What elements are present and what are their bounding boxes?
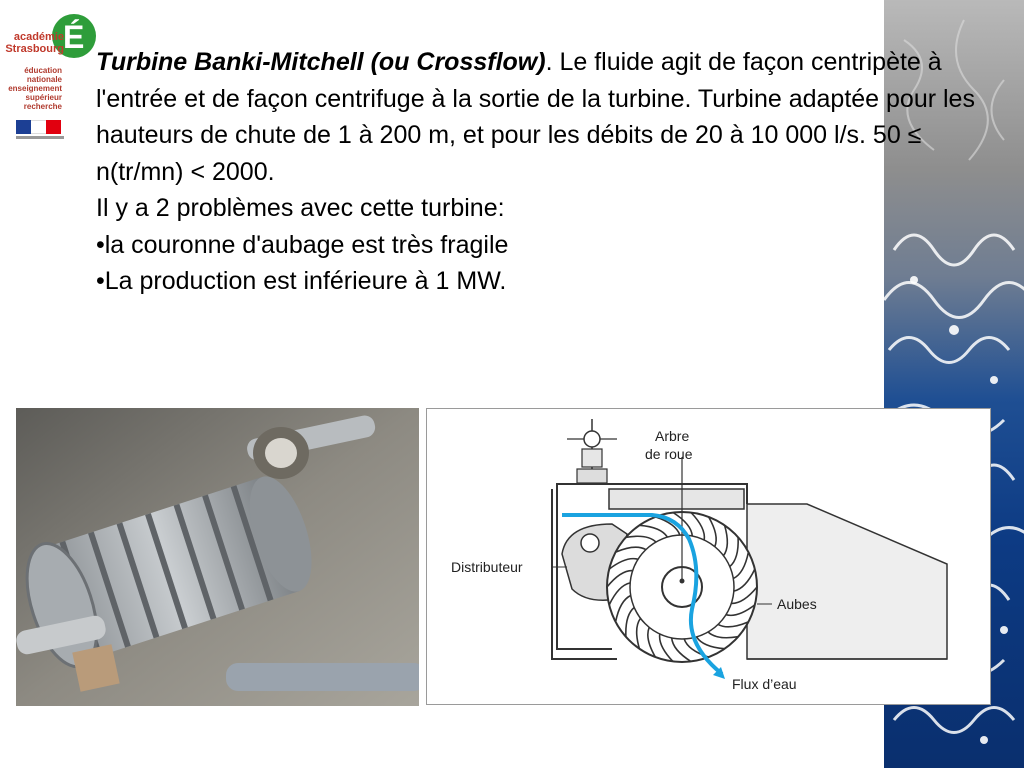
intro-paragraph (96, 44, 996, 190)
logo-letter: É (63, 19, 85, 55)
logo-tagline-5: recherche (23, 102, 62, 111)
logo-tagline-2: nationale (26, 75, 62, 84)
crossflow-diagram (426, 408, 991, 705)
logo-tagline-1: éducation (24, 66, 62, 75)
slide-body-text (96, 44, 996, 300)
logo-tagline-4: supérieur (25, 93, 62, 102)
academie-strasbourg-logo (2, 0, 85, 150)
label-de-roue: de roue (645, 446, 693, 462)
logo-tagline-3: enseignement (8, 84, 62, 93)
label-distributeur: Distributeur (451, 559, 523, 575)
problems-heading: Il y a 2 problèmes avec cette turbine: (96, 194, 505, 222)
logo-strasbourg-text: Strasbourg (5, 43, 64, 55)
label-aubes: Aubes (777, 596, 817, 612)
label-arbre: Arbre (655, 428, 690, 444)
turbine-runner-photo (16, 408, 419, 706)
turbine-title: Turbine Banki-Mitchell (ou Crossflow) (96, 48, 546, 76)
logo-academie-text: académie (13, 31, 64, 43)
bullet-item-1: •la couronne d'aubage est très fragile (96, 230, 509, 259)
intro-text: . Le fluide agit de façon centripète à l'entrée et de façon centrifuge à la sortie de la turbine. Turbine adaptée pour les hauteurs de chute de 1 à 200 m, et pour les débits de 20 à 10 000 l/s. 50 ≤ n(tr/mn) < 2000. (96, 48, 975, 186)
label-flux-eau: Flux d’eau (732, 676, 797, 692)
bullet-item-2: •La production est inférieure à 1 MW. (96, 267, 507, 295)
flag-caption-bar (16, 136, 64, 139)
